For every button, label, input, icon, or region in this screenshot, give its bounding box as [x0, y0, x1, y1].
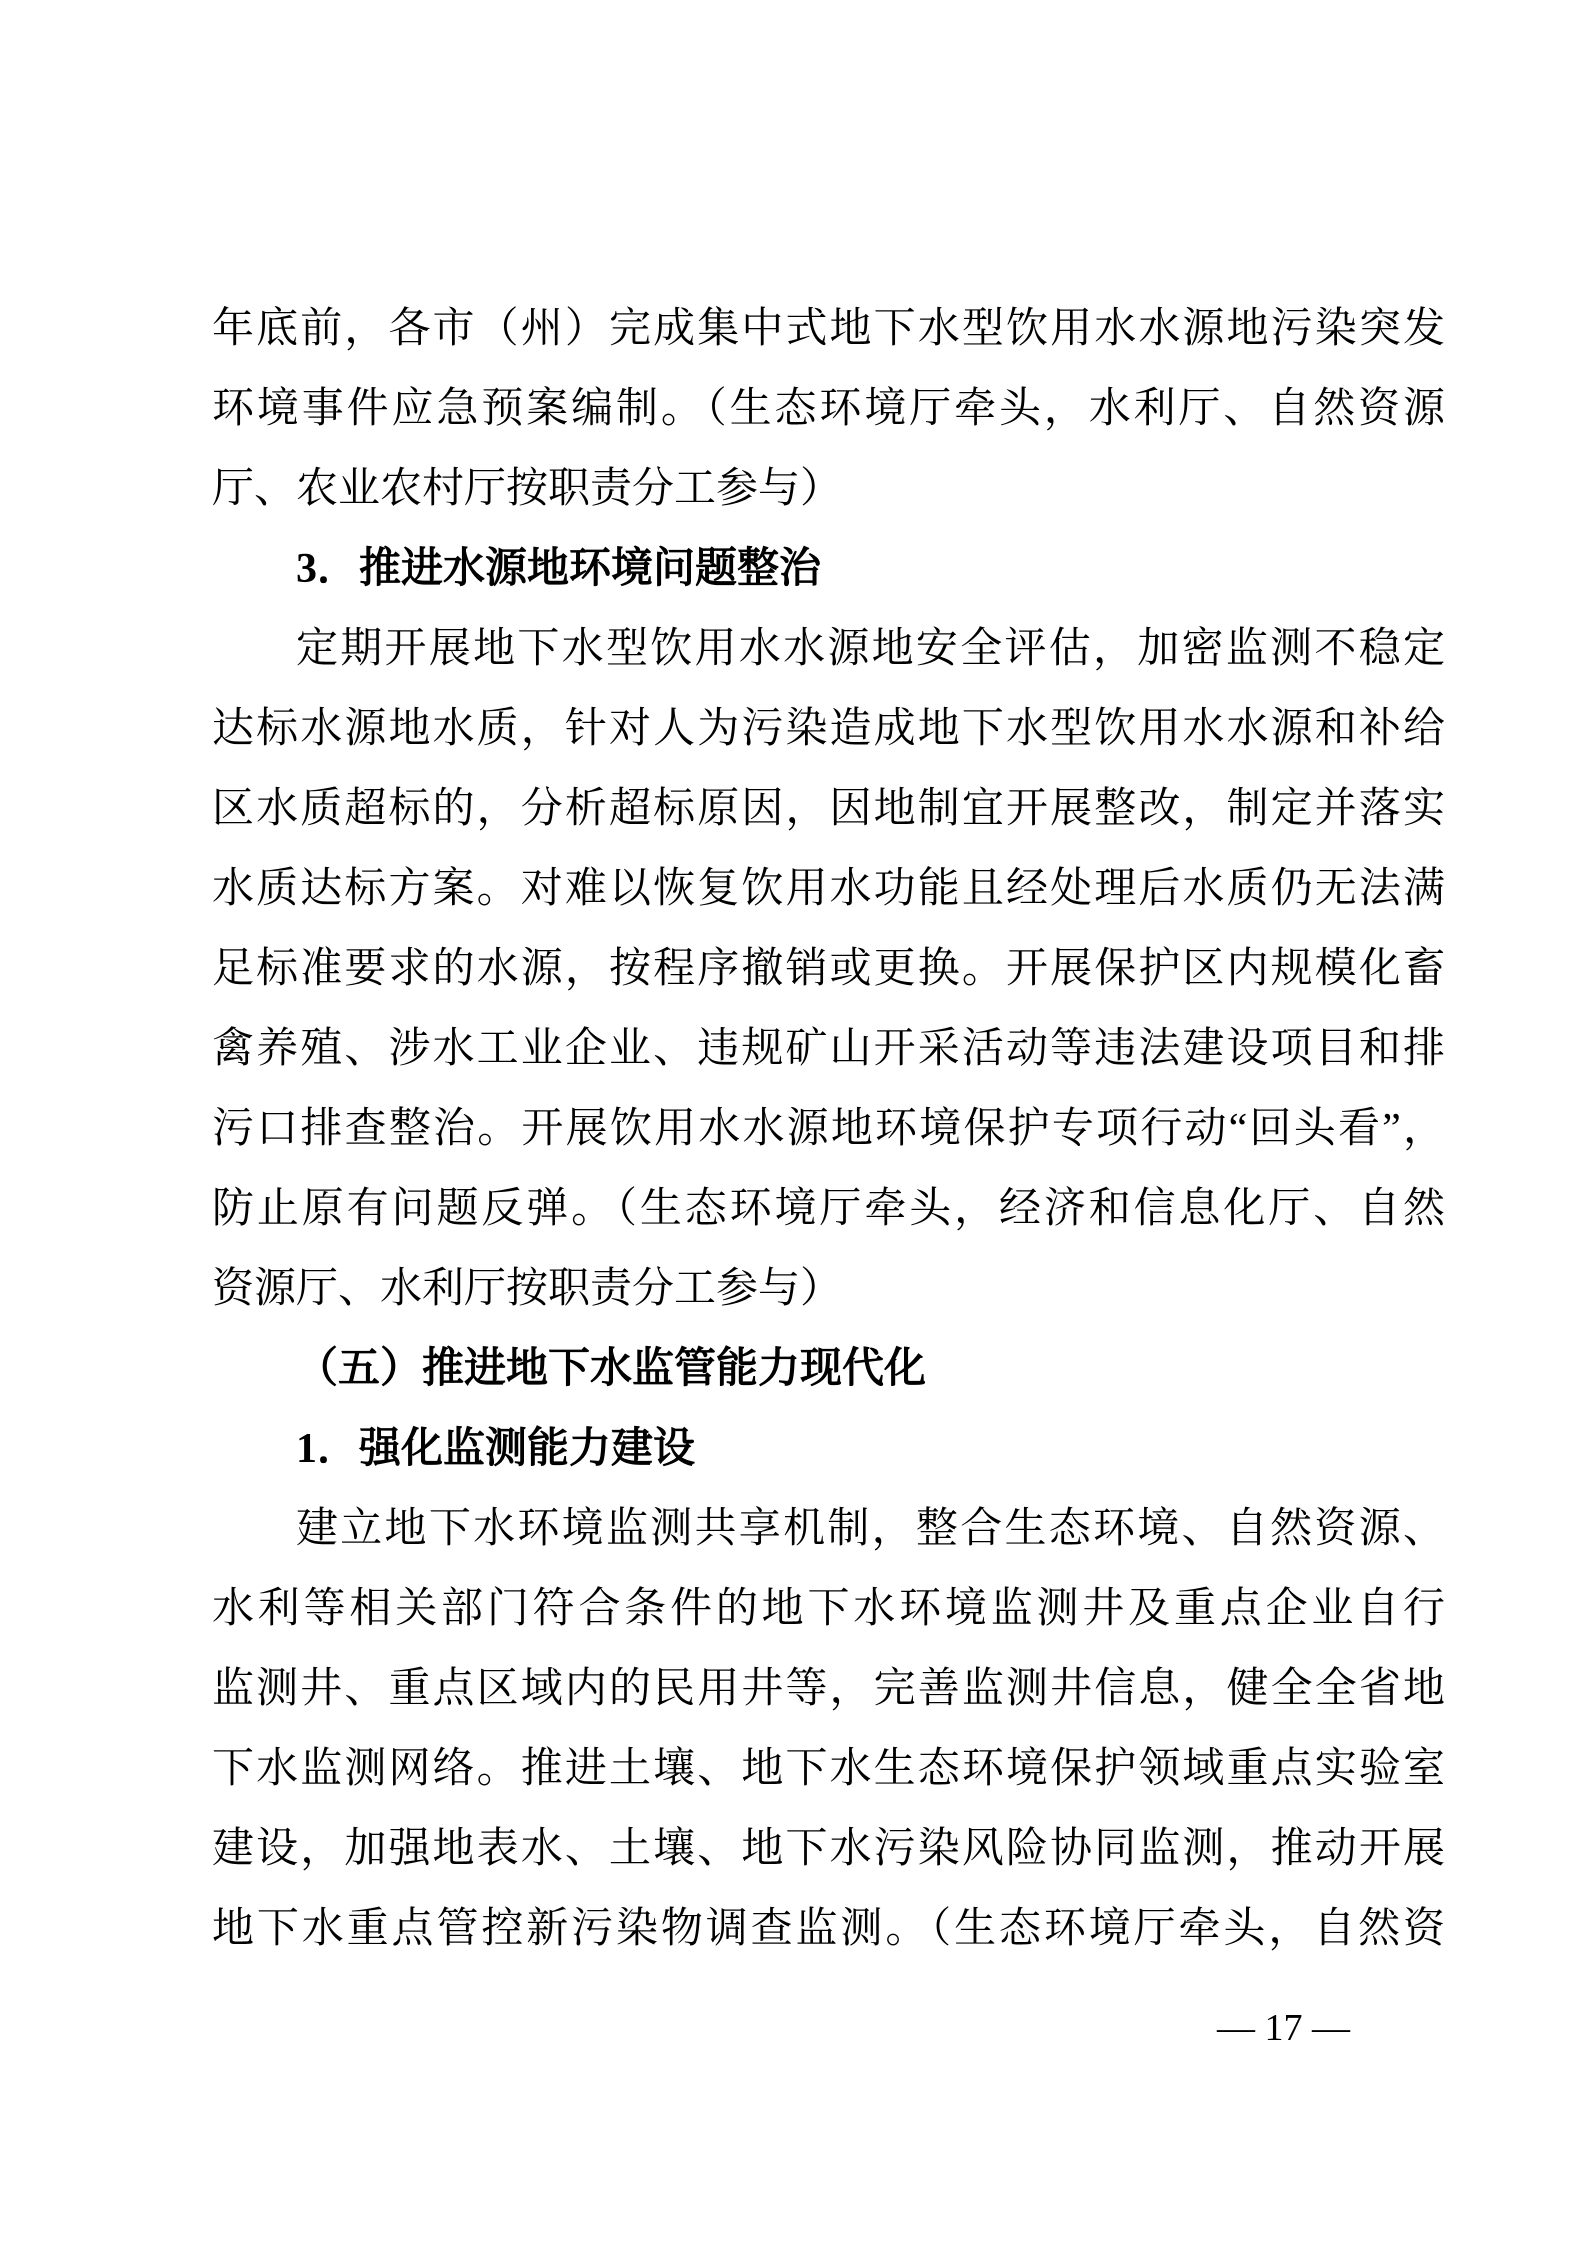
- text-line: 建设，加强地表水、土壤、地下水污染风险协同监测，推动开展: [212, 1826, 1445, 1872]
- numbered-heading-1: 1．强化监测能力建设: [296, 1426, 696, 1472]
- numbered-heading-3: 3．推进水源地环境问题整治: [296, 546, 822, 592]
- text-line: 下水监测网络。推进土壤、地下水生态环境保护领域重点实验室: [212, 1746, 1445, 1792]
- section-heading-5: （五）推进地下水监管能力现代化: [296, 1346, 927, 1392]
- text-line: 足标准要求的水源，按程序撤销或更换。开展保护区内规模化畜: [212, 946, 1445, 992]
- text-line: 污口排查整治。开展饮用水水源地环境保护专项行动“回头看”，: [212, 1106, 1445, 1152]
- text-line: 地下水重点管控新污染物调查监测。（生态环境厅牵头，自然资: [212, 1906, 1445, 1952]
- document-body: [212, 289, 1445, 1969]
- text-line: 禽养殖、涉水工业企业、违规矿山开采活动等违法建设项目和排: [212, 1026, 1445, 1072]
- text-line: 建立地下水环境监测共享机制，整合生态环境、自然资源、: [296, 1506, 1445, 1552]
- text-line: 厅、农业农村厅按职责分工参与）: [212, 466, 843, 512]
- text-line: 水质达标方案。对难以恢复饮用水功能且经处理后水质仍无法满: [212, 866, 1445, 912]
- text-line: 定期开展地下水型饮用水水源地安全评估，加密监测不稳定: [296, 626, 1445, 672]
- text-line: 资源厅、水利厅按职责分工参与）: [212, 1266, 843, 1312]
- text-line: 监测井、重点区域内的民用井等，完善监测井信息，健全全省地: [212, 1666, 1445, 1712]
- page-number: — 17 —: [1217, 2007, 1350, 2049]
- text-line: 年底前，各市（州）完成集中式地下水型饮用水水源地污染突发: [212, 306, 1445, 352]
- text-line: 环境事件应急预案编制。（生态环境厅牵头，水利厅、自然资源: [212, 386, 1445, 432]
- text-line: 水利等相关部门符合条件的地下水环境监测井及重点企业自行: [212, 1586, 1445, 1632]
- text-line: 达标水源地水质，针对人为污染造成地下水型饮用水水源和补给: [212, 706, 1445, 752]
- text-line: 防止原有问题反弹。（生态环境厅牵头，经济和信息化厅、自然: [212, 1186, 1445, 1232]
- text-line: 区水质超标的，分析超标原因，因地制宜开展整改，制定并落实: [212, 786, 1445, 832]
